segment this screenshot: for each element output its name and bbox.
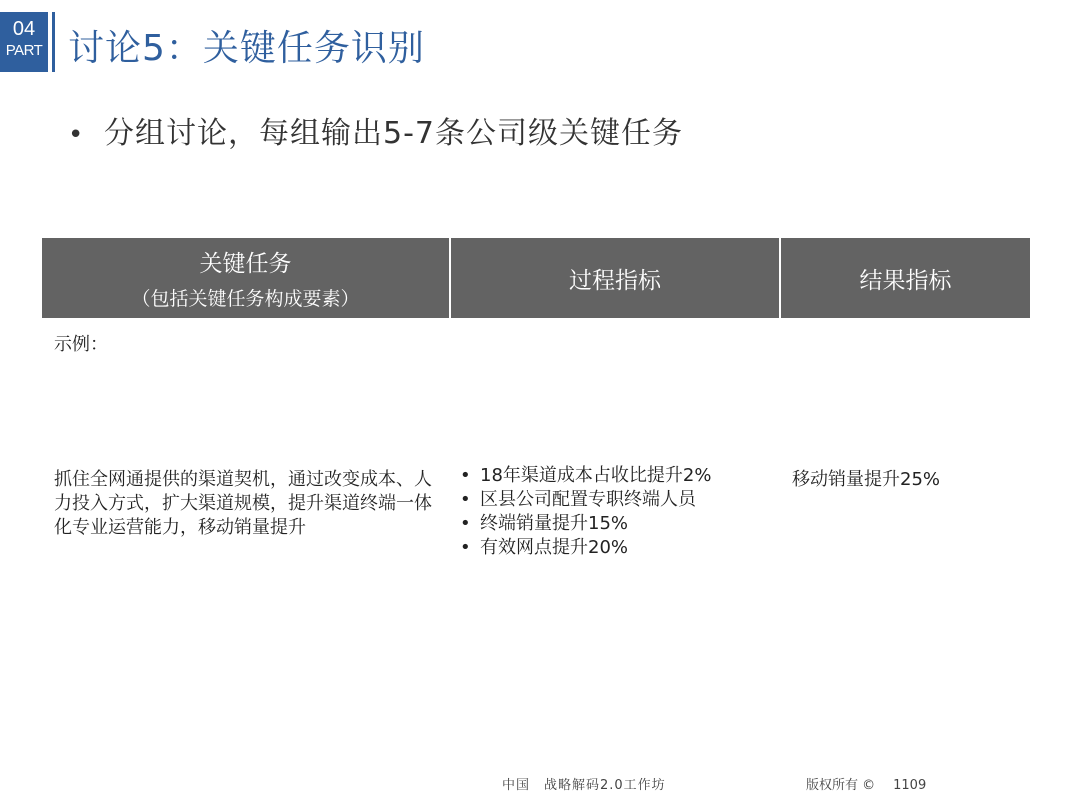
process-cell [450,318,780,560]
process-item-text: 区县公司配置专职终端人员 [480,489,696,510]
header-task [42,238,450,318]
process-item-text: 有效网点提升20% [480,537,629,558]
key-task-table [42,238,1030,560]
bullet-dot-icon: • [460,489,471,510]
list-item [460,464,780,488]
process-item-text: 18年渠道成本占收比提升2% [480,465,712,486]
part-label: PART [5,42,43,59]
footer-copyright [806,774,926,793]
main-bullet-text: 分组讨论，每组输出5-7条公司级关键任务 [104,116,683,151]
task-description: 抓住全网通提供的渠道契机，通过改变成本、人力投入方式，扩大渠道规模，提升渠道终端一体化专业运营能力，移动销量提升 [54,469,432,538]
process-list [450,318,780,560]
list-item [460,512,780,536]
example-label: 示例： [54,334,108,355]
copyright-text: 版权所有 © [806,778,876,793]
list-item [460,488,780,512]
header-process: 过程指标 [450,238,780,318]
header-task-subtitle: （包括关键任务构成要素） [131,288,360,310]
bullet-dot-icon: • [460,513,471,534]
table-row [42,318,1030,560]
slide-title: 讨论5：关键任务识别 [68,28,425,69]
badge-divider [52,12,55,72]
header-task-title: 关键任务 [199,251,292,277]
part-badge [0,12,48,72]
bullet-dot-icon: • [68,120,85,150]
page-number: 1109 [893,778,927,793]
main-bullet [68,108,683,152]
bullet-dot-icon: • [460,537,471,558]
process-item-text: 终端销量提升15% [480,513,629,534]
table-header-row [42,238,1030,318]
footer-text: 中国 战略解码2.0工作坊 [502,778,666,793]
result-value: 移动销量提升25% [792,469,941,490]
list-item [460,536,780,560]
part-number: 04 [12,18,36,40]
header-result: 结果指标 [780,238,1030,318]
bullet-dot-icon: • [460,465,471,486]
